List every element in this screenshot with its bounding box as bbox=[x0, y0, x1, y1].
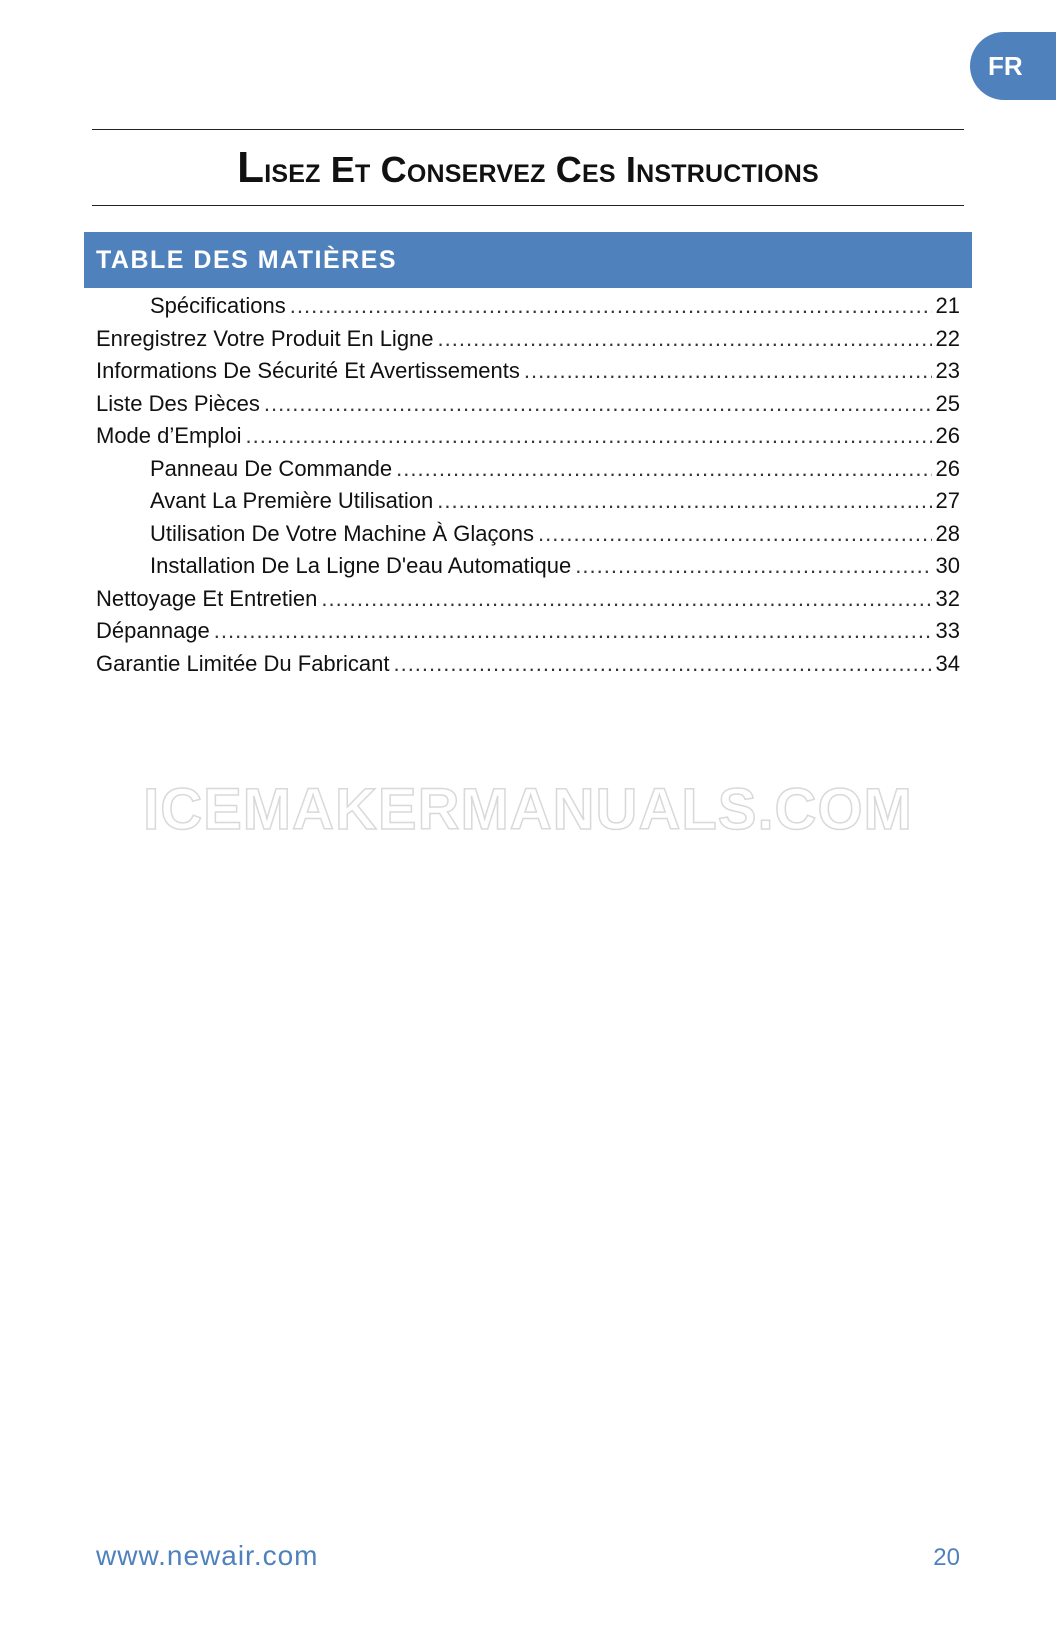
toc-entry-label: Mode d’Emploi bbox=[96, 423, 242, 448]
toc-entry-label: Nettoyage Et Entretien bbox=[96, 585, 318, 611]
toc-entry-parts-list[interactable] bbox=[96, 388, 960, 421]
toc-entry-label: Garantie Limitée Du Fabricant bbox=[96, 650, 390, 676]
toc-entry-label: Utilisation De Votre Machine À Glaçons bbox=[150, 520, 534, 546]
toc-entry-page: 23 bbox=[935, 358, 960, 383]
toc-entry-label: Liste Des Pièces bbox=[96, 390, 260, 416]
toc-entry-page: 26 bbox=[935, 455, 960, 481]
toc-entry-page: 27 bbox=[935, 488, 960, 513]
toc-entry-label: Dépannage bbox=[96, 618, 210, 643]
footer-website-link[interactable]: www.newair.com bbox=[96, 1540, 319, 1571]
toc-leader bbox=[538, 518, 932, 551]
toc-entry-page: 30 bbox=[935, 553, 960, 578]
toc-leader bbox=[290, 290, 932, 323]
toc-entry-label: Spécifications bbox=[150, 293, 286, 318]
page-title-rest: isez Et Conservez Ces Instructions bbox=[264, 149, 819, 190]
toc-leader bbox=[321, 583, 931, 616]
toc-entry-page: 32 bbox=[935, 585, 960, 611]
toc-leader bbox=[393, 648, 931, 681]
toc-entry-operating-instructions[interactable] bbox=[96, 420, 960, 453]
toc-entry-label: Installation De La Ligne D'eau Automatique bbox=[150, 553, 572, 578]
footer-page-number: 20 bbox=[933, 1544, 960, 1571]
toc-entry-page: 21 bbox=[935, 293, 960, 318]
toc-leader bbox=[437, 485, 931, 518]
toc-leader bbox=[438, 323, 932, 356]
toc-leader bbox=[396, 453, 931, 486]
language-tab: FR bbox=[970, 32, 1056, 100]
toc-entry-troubleshooting[interactable] bbox=[96, 615, 960, 648]
watermark: ICEMAKERMANUALS.COM bbox=[143, 777, 913, 842]
toc-entry-page: 33 bbox=[935, 618, 960, 643]
toc-entry-specifications[interactable] bbox=[96, 290, 960, 323]
toc-entry-label: Panneau De Commande bbox=[150, 455, 393, 481]
toc-leader bbox=[246, 420, 932, 453]
toc-entry-page: 34 bbox=[935, 650, 960, 676]
toc-heading: TABLE DES MATIÈRES bbox=[84, 232, 972, 288]
toc-entry-safety[interactable] bbox=[96, 355, 960, 388]
toc-entry-page: 22 bbox=[935, 325, 960, 351]
toc-entry-label: Informations De Sécurité Et Avertissements bbox=[96, 358, 520, 383]
title-bottom-rule bbox=[92, 205, 964, 206]
toc-leader bbox=[575, 550, 931, 583]
toc-entry-label: Avant La Première Utilisation bbox=[150, 488, 434, 513]
toc-leader bbox=[524, 355, 932, 388]
toc-entry-label: Enregistrez Votre Produit En Ligne bbox=[96, 325, 434, 351]
page-title bbox=[92, 140, 964, 198]
toc-entry-before-first-use[interactable] bbox=[96, 485, 960, 518]
toc-leader bbox=[214, 615, 932, 648]
page-title-initial: L bbox=[237, 143, 265, 192]
toc-leader bbox=[264, 388, 932, 421]
toc-entry-limited-warranty[interactable] bbox=[96, 648, 960, 681]
toc-entry-register-product[interactable] bbox=[96, 323, 960, 356]
table-of-contents bbox=[96, 290, 960, 680]
toc-entry-control-panel[interactable] bbox=[96, 453, 960, 486]
toc-entry-page: 26 bbox=[935, 423, 960, 448]
toc-entry-water-line-installation[interactable] bbox=[96, 550, 960, 583]
toc-entry-using-ice-maker[interactable] bbox=[96, 518, 960, 551]
toc-entry-page: 28 bbox=[935, 520, 960, 546]
toc-entry-cleaning-maintenance[interactable] bbox=[96, 583, 960, 616]
title-top-rule bbox=[92, 129, 964, 130]
toc-entry-page: 25 bbox=[935, 390, 960, 416]
